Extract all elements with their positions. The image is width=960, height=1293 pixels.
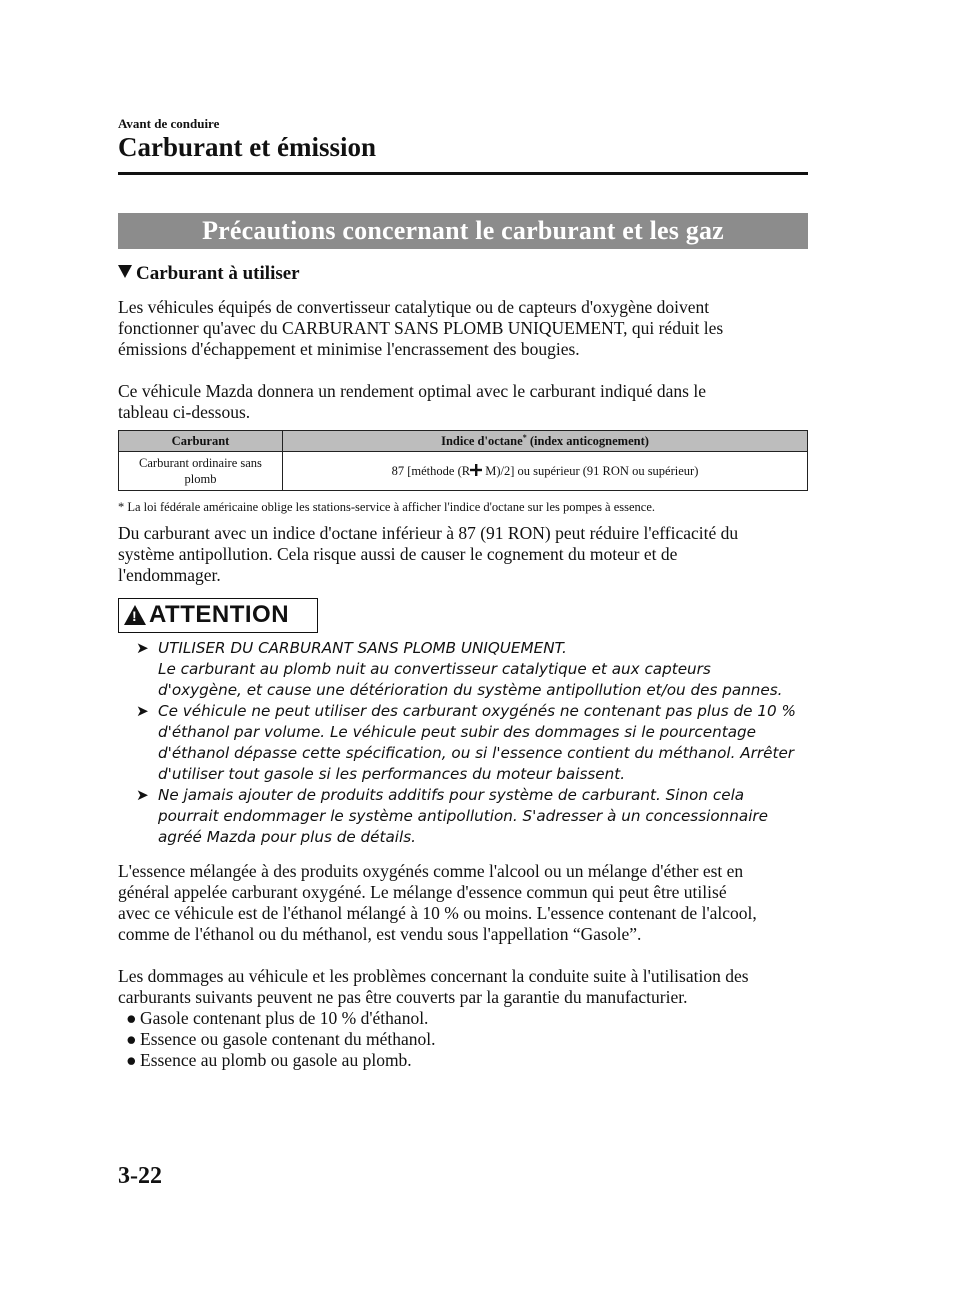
arrow-right-icon: ➤ [136, 639, 149, 657]
text-line: d'éthanol par volume. Le véhicule peut subir des dommages si le pourcentage [158, 723, 756, 741]
text-line: pourrait endommager le système antipollution. S'adresser à un concessionnaire [158, 807, 768, 825]
bullet-icon: ● [126, 1029, 137, 1049]
title-rule [118, 172, 808, 175]
table-header-row [119, 431, 808, 452]
cell-text: M)/2] ou supérieur (91 RON ou supérieur) [482, 464, 699, 478]
text-line: agréé Mazda pour plus de détails. [158, 828, 416, 846]
topic-banner: Précautions concernant le carburant et les gaz d'échappement [118, 213, 808, 249]
text-line: avec ce véhicule est de l'éthanol mélangé à 10 % ou moins. L'essence contenant de l'alcool, [118, 903, 757, 923]
text-line: Le carburant au plomb nuit au convertisseur catalytique et aux capteurs [158, 660, 711, 678]
paragraph-5 [118, 966, 808, 1008]
cell-text: 87 [méthode (R [391, 464, 471, 478]
footnote-marker: * [522, 432, 527, 442]
text-line: L'essence mélangée à des produits oxygénés comme l'alcool ou un mélange d'éther est en [118, 861, 744, 881]
paragraph-4 [118, 861, 808, 945]
text-line: d'oxygène, et cause une détérioration du système antipollution et/ou des pannes. [158, 681, 783, 699]
table-header-cell [283, 431, 808, 452]
cell-text: Carburant ordinaire sans [139, 456, 262, 470]
header-text: Indice d'octane [441, 434, 523, 449]
list-item-text: Essence ou gasole contenant du méthanol. [140, 1029, 436, 1049]
attention-item-text [158, 785, 818, 848]
subheading [118, 263, 300, 285]
table-footnote: * La loi fédérale américaine oblige les stations-service à afficher l'indice d'octane sur les pompes à essence. [118, 500, 656, 514]
paragraph-3 [118, 523, 808, 586]
text-line: Ne jamais ajouter de produits additifs pour système de carburant. Sinon cela [158, 786, 745, 804]
section-label: Avant de conduire [118, 116, 220, 131]
text-line: système antipollution. Cela risque aussi de causer le cognement du moteur et de [118, 544, 678, 564]
text-line: d'éthanol dépasse cette spécification, ou si l'essence contient du méthanol. Arrêter [158, 744, 795, 762]
subheading-text: Carburant à utiliser [136, 263, 300, 284]
text-line: émissions d'échappement et minimise l'encrassement des bougies. [118, 339, 580, 359]
table-row [119, 452, 808, 491]
warning-icon [124, 605, 146, 625]
table-header-cell: Carburant [119, 431, 283, 452]
text-line: Ce véhicule ne peut utiliser des carburant oxygénés ne contenant pas plus de 10 % [158, 702, 796, 720]
triangle-down-icon [118, 265, 132, 278]
text-line: tableau ci-dessous. [118, 402, 251, 422]
text-line: fonctionner qu'avec du CARBURANT SANS PLOMB UNIQUEMENT, qui réduit les [118, 318, 724, 338]
list-item-text: Gasole contenant plus de 10 % d'éthanol. [140, 1008, 429, 1028]
cell-text: plomb [184, 472, 217, 486]
arrow-right-icon: ➤ [136, 702, 149, 720]
bullet-icon: ● [126, 1008, 137, 1028]
text-line: Ce véhicule Mazda donnera un rendement optimal avec le carburant indiqué dans le [118, 381, 706, 401]
bullet-icon: ● [126, 1050, 137, 1070]
section-title: Carburant et émission [118, 132, 376, 162]
text-line: Du carburant avec un indice d'octane inférieur à 87 (91 RON) peut réduire l'efficacité du [118, 523, 739, 543]
text-line: comme de l'éthanol ou du méthanol, est vendu sous l'appellation “Gasole”. [118, 924, 642, 944]
text-line: l'endommager. [118, 565, 221, 585]
text-line: général appelée carburant oxygéné. Le mélange d'essence commun qui peut être utilisé [118, 882, 727, 902]
page-number: 3-22 [118, 1163, 162, 1189]
text-line: UTILISER DU CARBURANT SANS PLOMB UNIQUEMENT. [158, 639, 567, 657]
table-cell [283, 452, 808, 491]
text-line: Les dommages au véhicule et les problèmes concernant la conduite suite à l'utilisation des [118, 966, 749, 986]
plus-icon [470, 464, 482, 476]
table-cell [119, 452, 283, 491]
text-line: Les véhicules équipés de convertisseur catalytique ou de capteurs d'oxygène doivent [118, 297, 710, 317]
arrow-right-icon: ➤ [136, 786, 149, 804]
attention-item-text [158, 701, 818, 785]
list-item [126, 1029, 435, 1050]
paragraph-1 [118, 297, 808, 360]
text-line: carburants suivants peuvent ne pas être couverts par la garantie du manufacturier. [118, 987, 688, 1007]
paragraph-2 [118, 381, 808, 423]
list-item-text: Essence au plomb ou gasole au plomb. [140, 1050, 412, 1070]
fuel-table [118, 430, 808, 491]
header-text: (index anticognement) [526, 434, 649, 449]
list-item [126, 1008, 428, 1029]
list-item [126, 1050, 412, 1071]
text-line: d'utiliser tout gasole si les performances du moteur baissent. [158, 765, 626, 783]
attention-box [118, 598, 318, 633]
attention-label: ATTENTION [149, 601, 290, 628]
attention-item-text [158, 638, 818, 701]
